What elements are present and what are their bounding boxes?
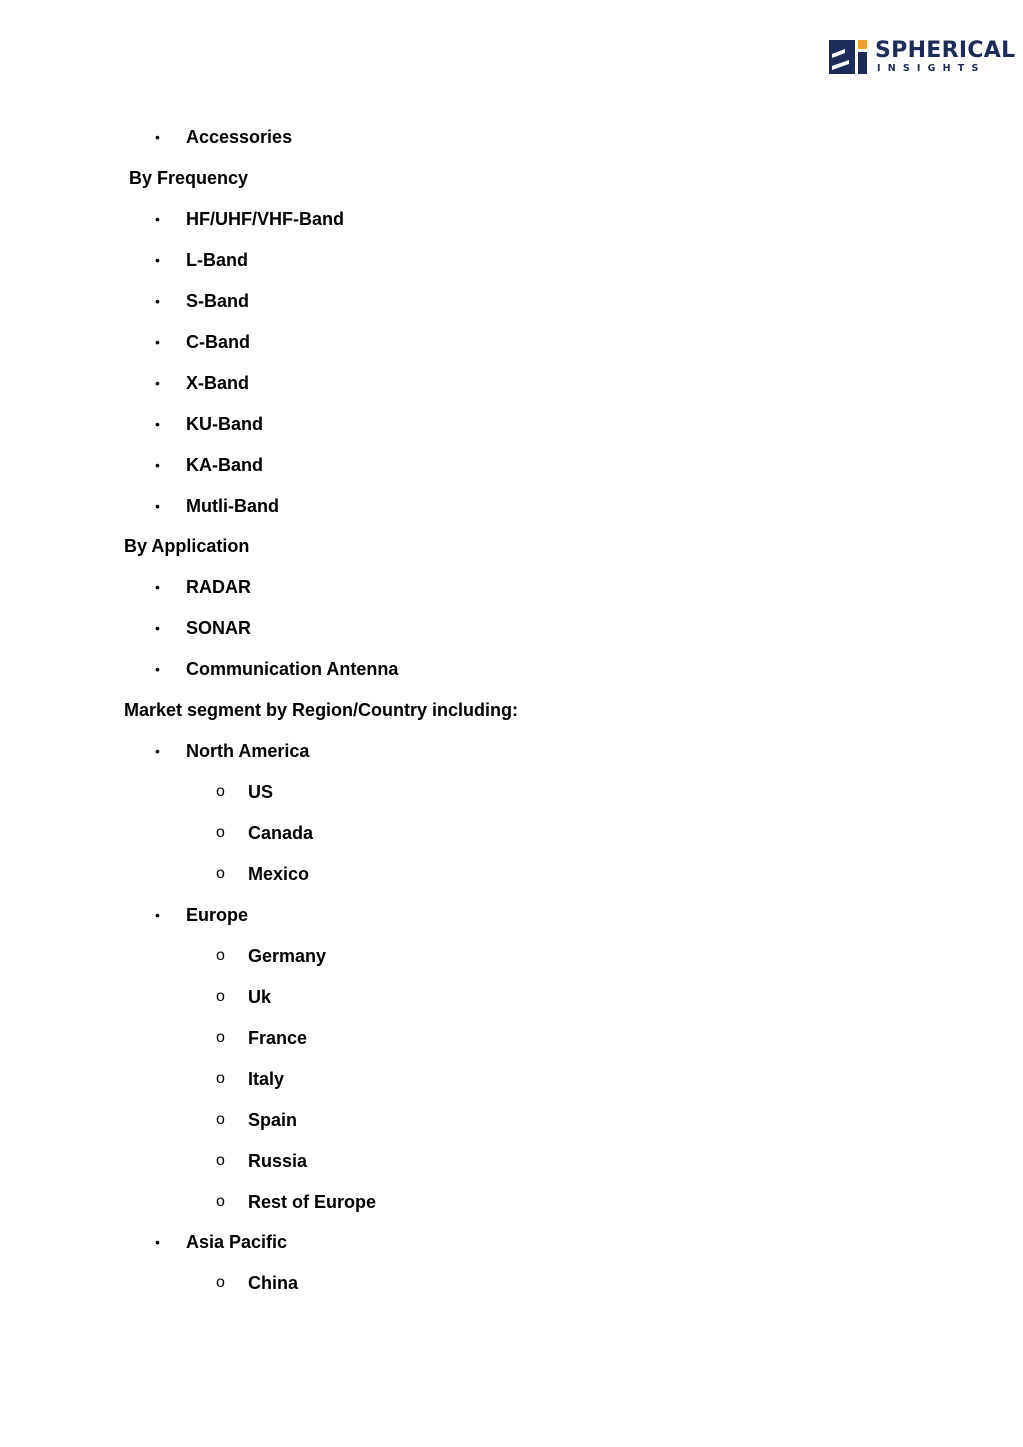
logo-wordmark: SPHERICAL (875, 38, 1016, 63)
country-item: Uk (248, 987, 272, 1007)
bullet-icon: • (155, 334, 160, 350)
bullet-icon: • (155, 252, 160, 268)
list-item: KU-Band (186, 414, 263, 434)
bullet-icon: • (155, 579, 160, 595)
logo-mark-icon (829, 40, 869, 76)
country-item: China (248, 1273, 299, 1293)
list-item-accessories: Accessories (186, 127, 293, 147)
sub-bullet-icon: o (216, 783, 225, 800)
country-item: US (248, 782, 274, 802)
bullet-icon: • (155, 457, 160, 473)
country-item: Italy (248, 1069, 285, 1089)
list-item: X-Band (186, 373, 249, 393)
spherical-insights-logo (829, 38, 1016, 76)
region-asia-pacific: Asia Pacific (186, 1232, 288, 1252)
heading-by-region: Market segment by Region/Country including: (124, 700, 519, 720)
list-item: L-Band (186, 250, 248, 270)
country-item: France (248, 1028, 308, 1048)
list-item: KA-Band (186, 455, 263, 475)
heading-by-application: By Application (124, 536, 250, 556)
country-item: Mexico (248, 864, 310, 884)
bullet-icon: • (155, 375, 160, 391)
sub-bullet-icon: o (216, 865, 225, 882)
sub-bullet-icon: o (216, 1193, 225, 1210)
list-item: Communication Antenna (186, 659, 399, 679)
bullet-icon: • (155, 211, 160, 227)
region-north-america: North America (186, 741, 310, 761)
bullet-icon: • (155, 416, 160, 432)
country-item: Spain (248, 1110, 298, 1130)
bullet-icon: • (155, 129, 160, 145)
bullet-icon: • (155, 1234, 160, 1250)
list-item: HF/UHF/VHF-Band (186, 209, 344, 229)
bullet-icon: • (155, 743, 160, 759)
list-item: C-Band (186, 332, 250, 352)
bullet-icon: • (155, 498, 160, 514)
sub-bullet-icon: o (216, 1274, 225, 1291)
list-item: S-Band (186, 291, 249, 311)
logo-subtitle: INSIGHTS (877, 63, 986, 74)
sub-bullet-icon: o (216, 988, 225, 1005)
heading-by-frequency: By Frequency (129, 168, 249, 188)
region-europe: Europe (186, 905, 249, 925)
bullet-icon: • (155, 661, 160, 677)
country-item: Rest of Europe (248, 1192, 377, 1212)
country-item: Russia (248, 1151, 308, 1171)
bullet-icon: • (155, 907, 160, 923)
country-item: Germany (248, 946, 327, 966)
sub-bullet-icon: o (216, 947, 225, 964)
list-item: RADAR (186, 577, 251, 597)
sub-bullet-icon: o (216, 824, 225, 841)
sub-bullet-icon: o (216, 1029, 225, 1046)
sub-bullet-icon: o (216, 1152, 225, 1169)
bullet-icon: • (155, 620, 160, 636)
sub-bullet-icon: o (216, 1111, 225, 1128)
sub-bullet-icon: o (216, 1070, 225, 1087)
bullet-icon: • (155, 293, 160, 309)
country-item: Canada (248, 823, 314, 843)
list-item: Mutli-Band (186, 496, 279, 516)
list-item: SONAR (186, 618, 252, 638)
